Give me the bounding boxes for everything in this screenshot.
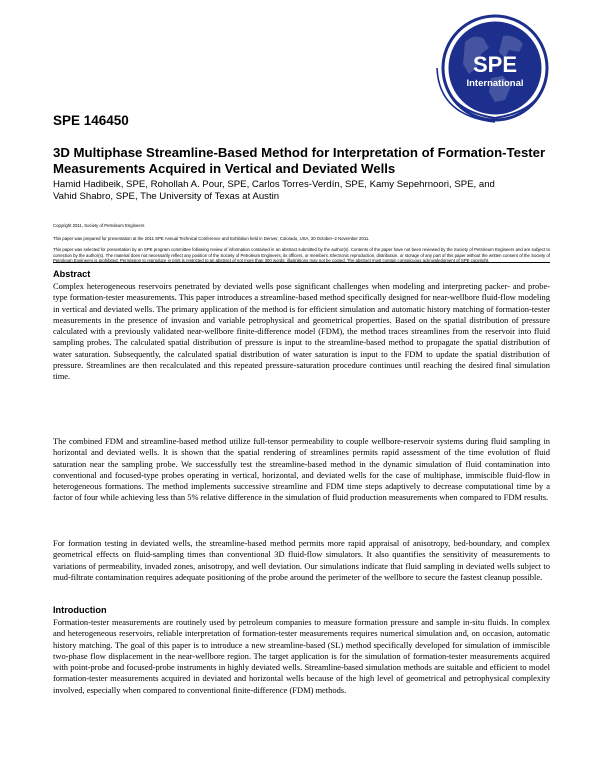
logo-international-text: International <box>466 78 524 89</box>
abstract-heading: Abstract <box>53 269 91 279</box>
presentation-notice: This paper was prepared for presentation at the 2011 SPE Annual Technical Conference and Exhibition held in Denver, Colorado, USA, 30 October–2 November 2011. <box>53 236 370 241</box>
introduction-heading: Introduction <box>53 605 107 615</box>
author-list <box>53 179 550 203</box>
introduction-paragraph: Formation-tester measurements are routinely used by petroleum companies to measure formation pressure and sample in-situ fluids. In complex and heterogeneous reservoirs, reliable interpretation of formation-tester measurements requires numerical simulation and, on occasion, automatic history matching. The goal of this paper is to introduce a new streamline-based (SL) method specifically developed for simulation of immiscible two-phase flow displacement in the near-wellbore region. The target application is for the simulation of formation-tester measurements acquired with point-probe and focused-probe instruments in highly deviated wells. Streamline-based simulation methods are suitable and efficient to model formation-tester measurements acquired in deviated and horizontal wells because of the high level of geometrical and petrophysical complexity involved, especially when compared to conventional finite-difference (FDM) methods. <box>53 617 550 695</box>
paper-number: SPE 146450 <box>53 113 129 128</box>
author-line: Hamid Hadibeik, SPE, Rohollah A. Pour, SPE, Carlos Torres-Verdín, SPE, Kamy Sepehrnoori, SPE, and <box>53 179 495 190</box>
copyright-notice: Copyright 2011, Society of Petroleum Engineers <box>53 223 145 228</box>
abstract-paragraph: Complex heterogeneous reservoirs penetrated by deviated wells pose significant challenges when modeling and interpreting packer- and probe-type formation-tester measurements. This paper introduces a streamline-based method specifically designed for near-wellbore fluid-flow modeling in vertical and deviated wells. The primary application of the method is for efficient simulation and automatic history matching of formation-tester measurements in the presence of invasion and variable petrophysical and geometrical properties. Based on the spatial distribution of pressure calculated with a previously validated near-wellbore finite-difference model (FDM), the method traces streamlines from the reservoir into fluid sampling probes. The calculated spatial distribution of pressure is input to the streamline-based method to propagate the spatial distribution of water saturation. Subsequently, the calculated spatial distribution of water saturation is input to the FDM to update the spatial distribution of pressure. Streamlines are then recalculated and this repeated pressure-saturation procedure continues until reaching the desired final simulation time. <box>53 281 550 381</box>
paper-title: 3D Multiphase Streamline-Based Method for Interpretation of Formation-Tester Measurements Acquired in Vertical and Deviated Wells <box>53 145 546 176</box>
author-line: Vahid Shabro, SPE, The University of Texas at Austin <box>53 191 280 202</box>
section-divider <box>53 262 550 263</box>
abstract-paragraph: The combined FDM and streamline-based method utilize full-tensor permeability to couple wellbore-reservoir systems during fluid sampling in horizontal and deviated wells. It is shown that the spatial rendering of streamlines permits rapid assessment of the time evolution of fluid saturation near the sampling probe. We successfully test the streamline-based method in the dynamic simulation of fluid contamination into conventional and focused-type probes operating in vertical, horizontal, and deviated wells for the case of multiphase, immiscible fluid-flow in heterogeneous formations. The method implements successive streamline and FDM time steps adaptively to decrease computational time by a factor of four while achieving less than 5% relative difference in the simulation of fluid production measurements when compared to FDM results. <box>53 436 550 503</box>
logo-spe-text: SPE <box>472 52 518 77</box>
disclaimer-notice: This paper was selected for presentation by an SPE program committee following review of information contained in an abstract submitted by the author(s). Contents of the paper have not been reviewed by the Society of Petroleum Engineers and are subject to correction by the author(s). The material does not necessarily reflect any position of the Society of Petroleum Engineers, its officers, or members. Electronic reproduction, distribution, or storage of any part of this paper without the written consent of the Society of Petroleum Engineers is prohibited. Permission to reproduce in print is restricted to an abstract of not more than 300 words; illustrations may not be copied. The abstract must contain conspicuous acknowledgment of SPE copyright. <box>53 247 550 264</box>
abstract-paragraph: For formation testing in deviated wells, the streamline-based method permits more rapid appraisal of anisotropy, bed-boundary, and complex geometrical effects on fluid-sampling times than conventional 3D fluid-flow simulators. It also quantifies the sensitivity of measurements to variations of permeability, invaded zones, anisotropy, and well deviation. Our simulations indicate that fluid sampling in deviated wells subject to mud-filtrate contamination requires adequate positioning of the probe around the perimeter of the wellbore to secure the fastest cleanup possible. <box>53 538 550 582</box>
spe-international-logo <box>433 12 557 124</box>
